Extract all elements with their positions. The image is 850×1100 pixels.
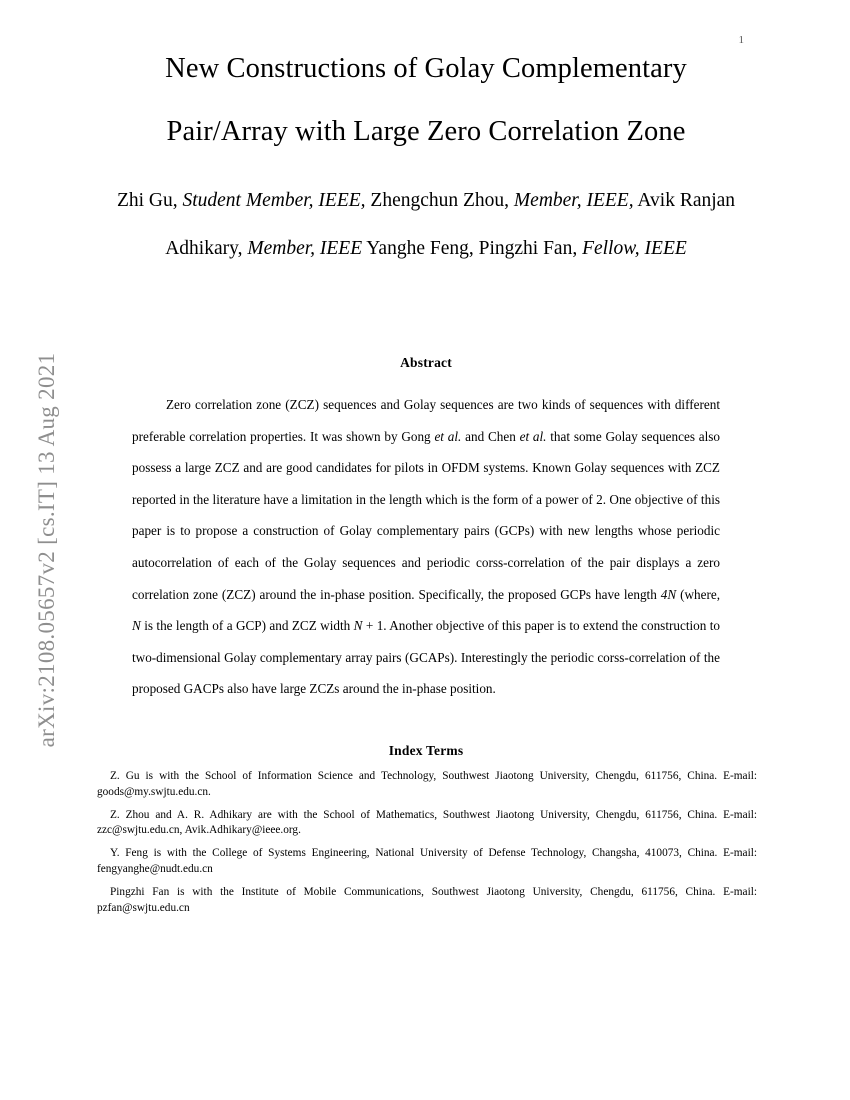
page-title [90, 55, 762, 146]
abstract-text: that some Golay sequences also possess a large ZCZ and are good candidates for pilots in OFDM systems. Known Golay sequences with ZCZ reported in the literature have a limitation in the length which is the form of a power of 2. One objective of this paper is to propose a construction of Golay complementary pairs (GCPs) with new lengths whose periodic autocorrelation of each of the Golay sequences and periodic corss-correlation of the pair displays a zero correlation zone (ZCZ) around the in-phase position. Specifically, the proposed GCPs have length [132, 428, 720, 602]
math-variable-n: N [353, 618, 363, 634]
footnote-item: Y. Feng is with the College of Systems Engineering, National University of Defense Technology, Changsha, 410073, China. E-mail: fengyanghe@nudt.edu.cn [97, 847, 757, 875]
footnote-item: Z. Gu is with the School of Information Science and Technology, Southwest Jiaotong University, Chengdu, 611756, China. E-mail: goods@my.swjtu.edu.cn. [97, 769, 757, 798]
abstract-body [132, 389, 720, 705]
author-affiliation-grade: Member, IEEE, [513, 190, 634, 211]
author-affiliation-grade: Student Member, IEEE, [182, 190, 366, 211]
footnote-block [97, 769, 757, 916]
paper-content-column [90, 0, 762, 1100]
author-text: Adhikary, [165, 237, 248, 259]
math-variable-n: N [132, 618, 141, 634]
math-expression-4n: 4N [660, 586, 677, 602]
abstract-heading: Abstract [400, 355, 452, 370]
index-terms-heading: Index Terms [388, 742, 464, 758]
author-text: Zhengchun Zhou, [365, 190, 514, 211]
author-text: Zhi Gu, [116, 190, 183, 211]
author-text: Yanghe Feng, Pingzhi Fan, [362, 237, 583, 259]
footnote-item: Pingzhi Fan is with the Institute of Mobile Communications, Southwest Jiaotong University, Chengdu, 611756, China. E-mail: pzfan@swjtu.edu.cn [97, 886, 757, 914]
title-line-1: New Constructions of Golay Complementary [165, 53, 687, 84]
author-list [90, 191, 762, 258]
abstract-etal: et al. [519, 428, 547, 444]
title-line-2: Pair/Array with Large Zero Correlation Zone [166, 115, 686, 147]
author-line-2 [90, 239, 762, 259]
abstract-text: and Chen [461, 428, 520, 444]
page-number: 1 [738, 34, 744, 46]
author-line-1 [90, 191, 762, 211]
author-affiliation-grade: Member, IEEE [247, 237, 363, 259]
footnote-item: Z. Zhou and A. R. Adhikary are with the School of Mathematics, Southwest Jiaotong University, Chengdu, 611756, China. E-mail: zzc@swjtu.edu.cn, Avik.Adhikary@ieee.org. [97, 808, 757, 837]
math-expression-plus-one: + 1 [362, 618, 384, 634]
author-text: Avik Ranjan [633, 190, 736, 211]
abstract-text: (where, [676, 586, 721, 602]
abstract-text: is the length of a GCP) and ZCZ width [140, 618, 354, 634]
abstract-text: . Another objective of this paper is to extend the construction to two-dimensional Golay complementary array pairs (GCAPs). Interestingly the periodic corss-correlation of the proposed GACPs also have large ZCZs around the in-phase position. [132, 618, 720, 697]
author-affiliation-grade: Fellow, IEEE [582, 237, 687, 259]
abstract-text: Zero correlation zone (ZCZ) sequences and Golay sequences are two kinds of sequences with different preferable correlation properties. It was shown by Gong [132, 397, 720, 444]
arxiv-identifier-stamp: arXiv:2108.05657v2 [cs.IT] 13 Aug 2021 [34, 352, 59, 748]
abstract-etal: et al. [434, 428, 462, 444]
